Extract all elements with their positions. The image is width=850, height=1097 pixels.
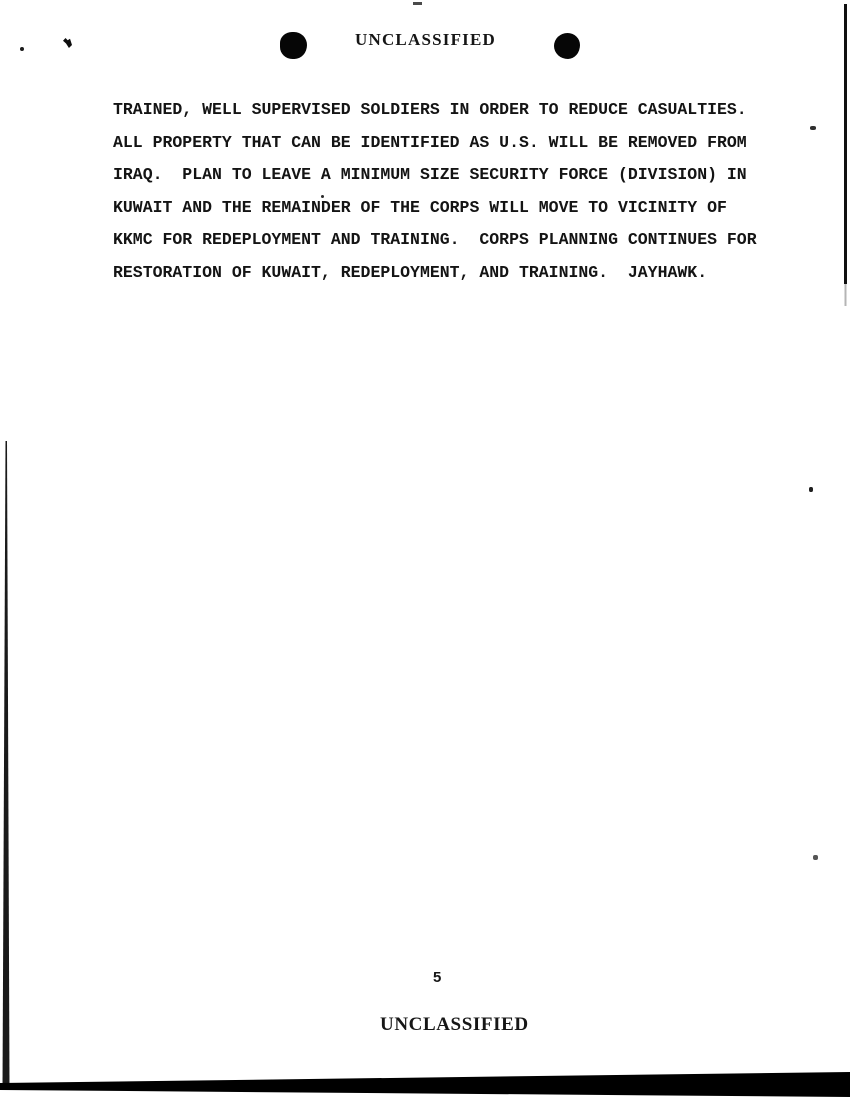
bottom-scan-bar bbox=[0, 1072, 850, 1097]
classification-banner-bottom: UNCLASSIFIED bbox=[380, 1014, 529, 1035]
right-margin-dot-1 bbox=[810, 126, 816, 130]
right-margin-dot-2 bbox=[809, 487, 813, 492]
body-line: IRAQ. PLAN TO LEAVE A MINIMUM SIZE SECURITY FORCE (DIVISION) IN bbox=[113, 165, 747, 184]
classification-banner-top: UNCLASSIFIED bbox=[355, 30, 496, 49]
body-line: TRAINED, WELL SUPERVISED SOLDIERS IN ORDER TO REDUCE CASUALTIES. bbox=[113, 100, 747, 119]
document-body bbox=[113, 94, 757, 289]
right-margin-dot-3 bbox=[813, 855, 818, 860]
body-line: RESTORATION OF KUWAIT, REDEPLOYMENT, AND TRAINING. JAYHAWK. bbox=[113, 262, 708, 282]
body-line: ALL PROPERTY THAT CAN BE IDENTIFIED AS U.S. WILL BE REMOVED FROM bbox=[113, 132, 747, 152]
hole-punch-mark-right bbox=[554, 33, 580, 59]
right-edge-line bbox=[844, 4, 847, 284]
top-dash-speck bbox=[413, 2, 422, 5]
top-left-check-speck bbox=[63, 38, 72, 48]
body-line: KKMC FOR REDEPLOYMENT AND TRAINING. CORPS PLANNING CONTINUES FOR bbox=[113, 230, 757, 249]
left-crease-line bbox=[3, 441, 10, 1087]
body-line: KUWAIT AND THE REMAINDER OF THE CORPS WILL MOVE TO VICINITY OF bbox=[113, 197, 727, 217]
page-number: 5 bbox=[433, 969, 442, 986]
hole-punch-mark-left bbox=[280, 32, 307, 59]
right-edge-line-fade bbox=[845, 284, 847, 306]
top-left-dot-speck bbox=[20, 47, 24, 51]
